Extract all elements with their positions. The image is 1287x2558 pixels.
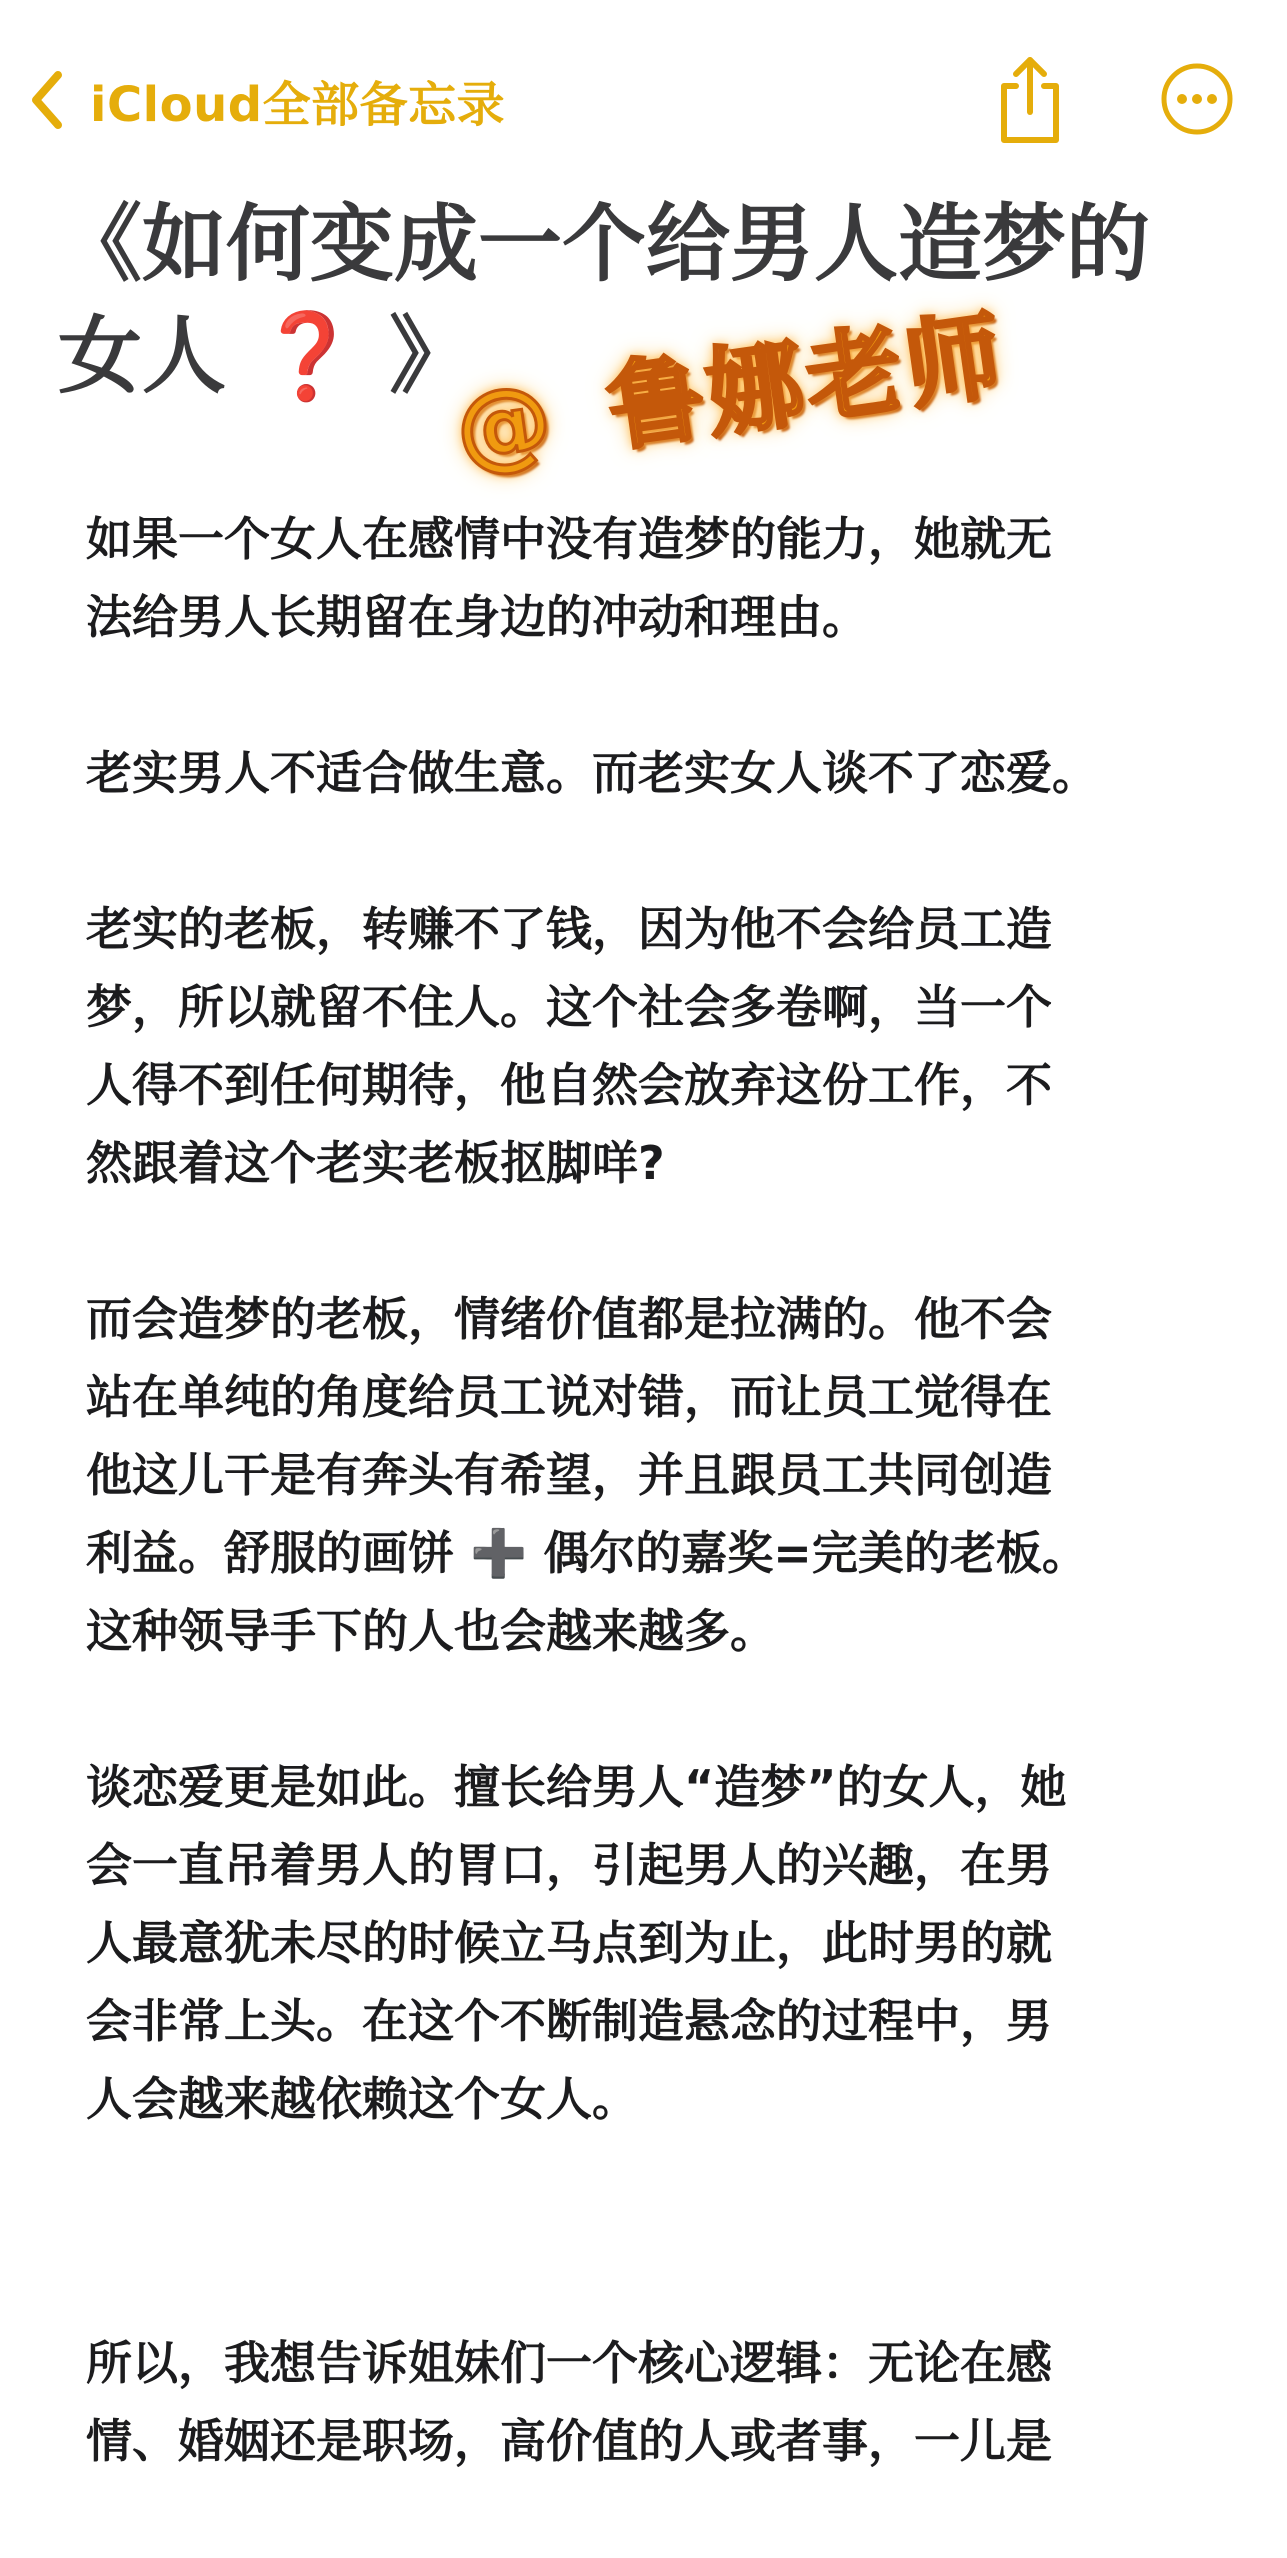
- title-line-2-text: 女人: [58, 307, 227, 405]
- paragraph-line: 而会造梦的老板，情绪价值都是拉满的。他不会: [86, 1292, 1052, 1346]
- share-icon: [990, 52, 1070, 148]
- nav-bar: [0, 0, 1287, 190]
- paragraph-line: 会一直吊着男人的胃口，引起男人的兴趣，在男: [86, 1838, 1052, 1892]
- watermark-at: @: [448, 361, 563, 487]
- paragraph-line: 站在单纯的角度给员工说对错，而让员工觉得在: [86, 1370, 1052, 1424]
- paragraph-line: 老实男人不适合做生意。而老实女人谈不了恋爱。: [86, 746, 1098, 800]
- paragraph-line: 他这儿干是有奔头有希望，并且跟员工共同创造: [86, 1448, 1052, 1502]
- paragraph-line: 情、婚姻还是职场，高价值的人或者事，一儿是: [86, 2414, 1052, 2468]
- title-line-2-end: 》: [389, 307, 474, 405]
- paragraph-line: 人会越来越依赖这个女人。: [86, 2072, 638, 2126]
- note-paragraph: [86, 500, 1266, 656]
- note-paragraph: [86, 1748, 1266, 2138]
- back-label: iCloud全部备忘录: [90, 76, 506, 133]
- title-line-1: 《如何变成一个给男人造梦的: [58, 195, 1151, 293]
- paragraph-line: 如果一个女人在感情中没有造梦的能力，她就无: [86, 512, 1052, 566]
- paragraph-line: 人最意犹未尽的时候立马点到为止，此时男的就: [86, 1916, 1052, 1970]
- watermark-name: 鲁娜老师: [600, 298, 1013, 465]
- paragraph-line: 会非常上头。在这个不断制造悬念的过程中，男: [86, 1994, 1052, 2048]
- chevron-left-icon: [30, 69, 64, 131]
- back-button[interactable]: [30, 62, 505, 138]
- paragraph-line: 法给男人长期留在身边的冲动和理由。: [86, 590, 868, 644]
- paragraph-line: 梦，所以就留不住人。这个社会多卷啊，当一个: [86, 980, 1052, 1034]
- paragraph-line: 所以，我想告诉姐妹们一个核心逻辑：无论在感: [86, 2336, 1052, 2390]
- paragraph-line: 这种领导手下的人也会越来越多。: [86, 1604, 776, 1658]
- ellipsis-circle-icon: [1160, 62, 1234, 136]
- paragraph-line: 谈恋爱更是如此。擅长给男人“造梦”的女人，她: [86, 1760, 1067, 1814]
- paragraph-line: 利益。舒服的画饼 ➕ 偶尔的嘉奖=完美的老板。: [86, 1526, 1088, 1580]
- note-paragraph: [86, 890, 1266, 1202]
- share-button[interactable]: [990, 52, 1070, 148]
- note-paragraph: [86, 1280, 1266, 1670]
- more-button[interactable]: [1160, 62, 1234, 136]
- question-mark-icon: ❓: [255, 307, 360, 405]
- note-paragraph: [86, 2324, 1266, 2480]
- paragraph-line: 老实的老板，转赚不了钱，因为他不会给员工造: [86, 902, 1052, 956]
- note-body[interactable]: [86, 500, 1266, 2558]
- paragraph-line: 然跟着这个老实老板抠脚咩?: [86, 1136, 665, 1190]
- paragraph-line: 人得不到任何期待，他自然会放弃这份工作，不: [86, 1058, 1052, 1112]
- note-paragraph: [86, 734, 1266, 812]
